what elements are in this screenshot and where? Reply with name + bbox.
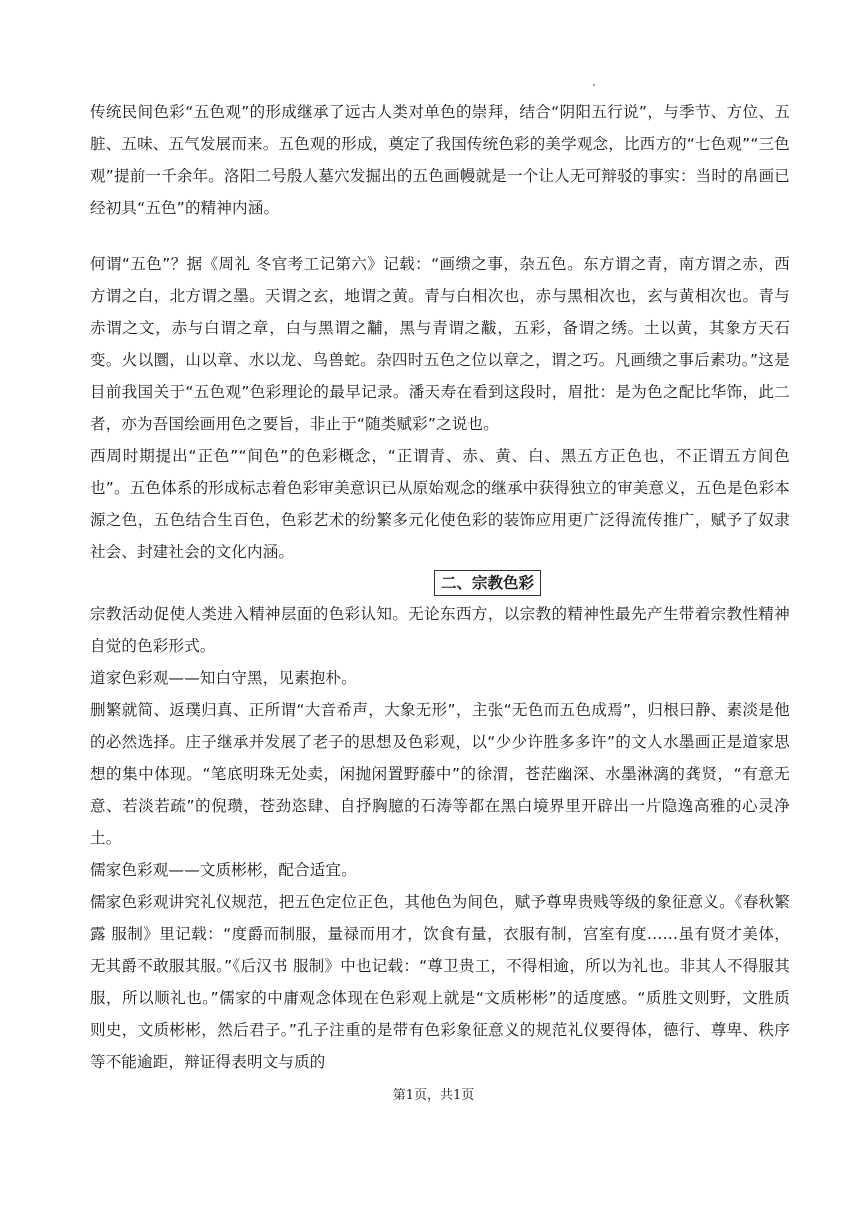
page-footer: 第1页，共1页 <box>392 1088 475 1103</box>
paragraph-what-is-five-colors: 何谓“五色”？据《周礼 冬官考工记第六》记载：“画缋之事，杂五色。东方谓之青，南方谓之赤，西方谓之白，北方谓之墨。天谓之玄，地谓之黄。青与白相次也，赤与黑相次也，玄与黄相次也。青与赤谓之文，赤与白谓之章，白与黑谓之黼，黑与青谓之黻，五彩，备谓之绣。土以黄，其象方天石变。火以圜，山以章、水以龙、鸟兽蛇。杂四时五色之位以章之，谓之巧。凡画缋之事后素功。”这是目前我国关于“五色观”色彩理论的最早记录。潘天寿在看到这段时，眉批：是为色之配比华饰，此二者，亦为吾国绘画用色之要旨，非止于“随类赋彩”之说也。 <box>90 255 790 433</box>
document-body <box>90 96 790 1078</box>
paragraph-taoist-title: 道家色彩观——知白守黑，见素抱朴。 <box>90 669 357 687</box>
scan-speck <box>593 84 595 86</box>
paragraph-confucian-title: 儒家色彩观——文质彬彬，配合适宜。 <box>90 861 357 879</box>
paragraph-confucian-body: 儒家色彩观讲究礼仪规范，把五色定位正色，其他色为间色，赋予尊卑贵贱等级的象征意义。《春秋繁露 服制》里记载：“度爵而制服，量禄而用才，饮食有量，衣服有制，宫室有度……虽有贤才美体，无其爵不敢服其服。”《后汉书 服制》中也记载：“尊卫贵工，不得相逾，所以为礼也。非其人不得服其服，所以顺礼也。”儒家的中庸观念体现在色彩观上就是“文质彬彬”的适度感。“质胜文则野，文胜质则史，文质彬彬，然后君子。”孔子注重的是带有色彩象征意义的规范礼仪要得体，德行、尊卑、秩序等不能逾距，辩证得表明文与质的 <box>90 893 790 1071</box>
paragraph-taoist-body: 删繁就简、返璞归真、正所谓“大音希声，大象无形”，主张“无色而五色成焉”，归根曰静、素淡是他的必然选择。庄子继承并发展了老子的思想及色彩观，以“少少许胜多多许”的文人水墨画正是道家思想的集中体现。“笔底明珠无处卖，闲抛闲置野藤中”的徐渭，苍茫幽深、水墨淋漓的龚贤，“有意无意、若淡若疏”的倪瓒，苍劲恣肆、自抒胸臆的石涛等都在黑白境界里开辟出一片隐逸高雅的心灵净土。 <box>90 701 790 847</box>
paragraph-zhengse-jianse: 西周时期提出“正色”“间色”的色彩概念，“正谓青、赤、黄、白、黑五方正色也，不正谓五方间色也”。五色体系的形成标志着色彩审美意识已从原始观念的继承中获得独立的审美意义，五色是色彩本源之色，五色结合生百色，色彩艺术的纷繁多元化使色彩的装饰应用更广泛得流传推广，赋予了奴隶社会、封建社会的文化内涵。 <box>90 447 790 561</box>
paragraph-five-colors-origin: 传统民间色彩“五色观”的形成继承了远古人类对单色的崇拜，结合“阴阳五行说”，与季节、方位、五脏、五味、五气发展而来。五色观的形成，奠定了我国传统色彩的美学观念，比西方的“七色观”“三色观”提前一千余年。洛阳二号殷人墓穴发掘出的五色画幔就是一个让人无可辩驳的事实：当时的帛画已经初具“五色”的精神内涵。 <box>90 103 790 217</box>
section-heading: 二、宗教色彩 <box>434 570 541 596</box>
paragraph-religion-intro: 宗教活动促使人类进入精神层面的色彩认知。无论东西方，以宗教的精神性最先产生带着宗教性精神自觉的色彩形式。 <box>90 605 790 655</box>
section-heading-wrap <box>90 570 790 598</box>
